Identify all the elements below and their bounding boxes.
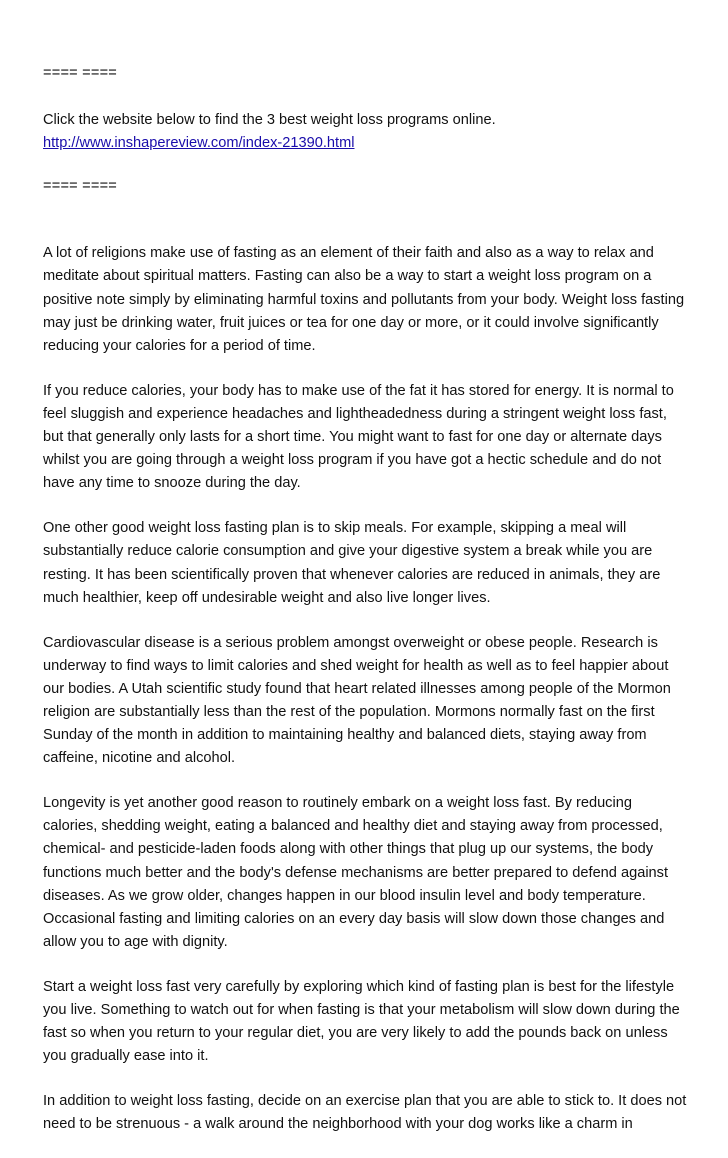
website-link[interactable]: http://www.inshapereview.com/index-21390.html (43, 135, 355, 152)
paragraph: If you reduce calories, your body has to make use of the fat it has stored for energy. It is normal to feel sluggish and experience headaches and lightheadedness during a stringent weight loss fast, but that generally only lasts for a short time. You might want to fast for one day or alternate days whilst you are going through a weight loss program if you have got a hectic schedule and do not have any time to snooze during the day. (43, 382, 674, 492)
paragraph: Longevity is yet another good reason to routinely embark on a weight loss fast. By reducing calories, shedding weight, eating a balanced and healthy diet and staying away from processed, chemical- and pesticide-laden foods along with other things that plug up our systems, the body functions much better and the body's defense mechanisms are better prepared to defend against diseases. As we grow older, changes happen in our blood insulin level and body temperature. Occasional fasting and limiting calories on an every day basis will slow down those changes and allow you to age with dignity. (43, 795, 669, 950)
document-page (43, 62, 688, 1158)
separator-top: ==== ==== (43, 65, 118, 81)
paragraph: Start a weight loss fast very carefully by exploring which kind of fasting plan is best for the lifestyle you live. Something to watch out for when fasting is that your metabolism will slow down during the fast so when you return to your regular diet, you are very likely to add the pounds back on unless you gradually ease into it. (43, 978, 680, 1065)
paragraph: In addition to weight loss fasting, decide on an exercise plan that you are able to stick to. It does not need to be strenuous - a walk around the neighborhood with your dog works like a charm in (43, 1093, 687, 1133)
intro-line: Click the website below to find the 3 best weight loss programs online. (43, 112, 496, 129)
separator-bottom: ==== ==== (43, 178, 118, 195)
paragraph: A lot of religions make use of fasting as an element of their faith and also as a way to relax and meditate about spiritual matters. Fasting can also be a way to start a weight loss program on a positive note simply by eliminating harmful toxins and pollutants from your body. Weight loss fasting may just be drinking water, fruit juices or tea for one day or more, or it could involve significantly reducing your calories for a period of time. (43, 245, 685, 354)
paragraph: Cardiovascular disease is a serious problem amongst overweight or obese people. Research is underway to find ways to limit calories and shed weight for health as well as to feel happier about our bodies. A Utah scientific study found that heart related illnesses among people of the Mormon religion are substantially less than the rest of the population. Mormons normally fast on the first Sunday of the month in addition to maintaining healthy and balanced diets, staying away from caffeine, nicotine and alcohol. (43, 634, 671, 767)
paragraph: One other good weight loss fasting plan is to skip meals. For example, skipping a meal will substantially reduce calorie consumption and give your digestive system a break while you are resting. It has been scientifically proven that whenever calories are reduced in animals, they are much healthier, keep off undesirable weight and also live longer lives. (43, 520, 661, 606)
intro-text (43, 109, 688, 155)
article-body (43, 242, 688, 1136)
